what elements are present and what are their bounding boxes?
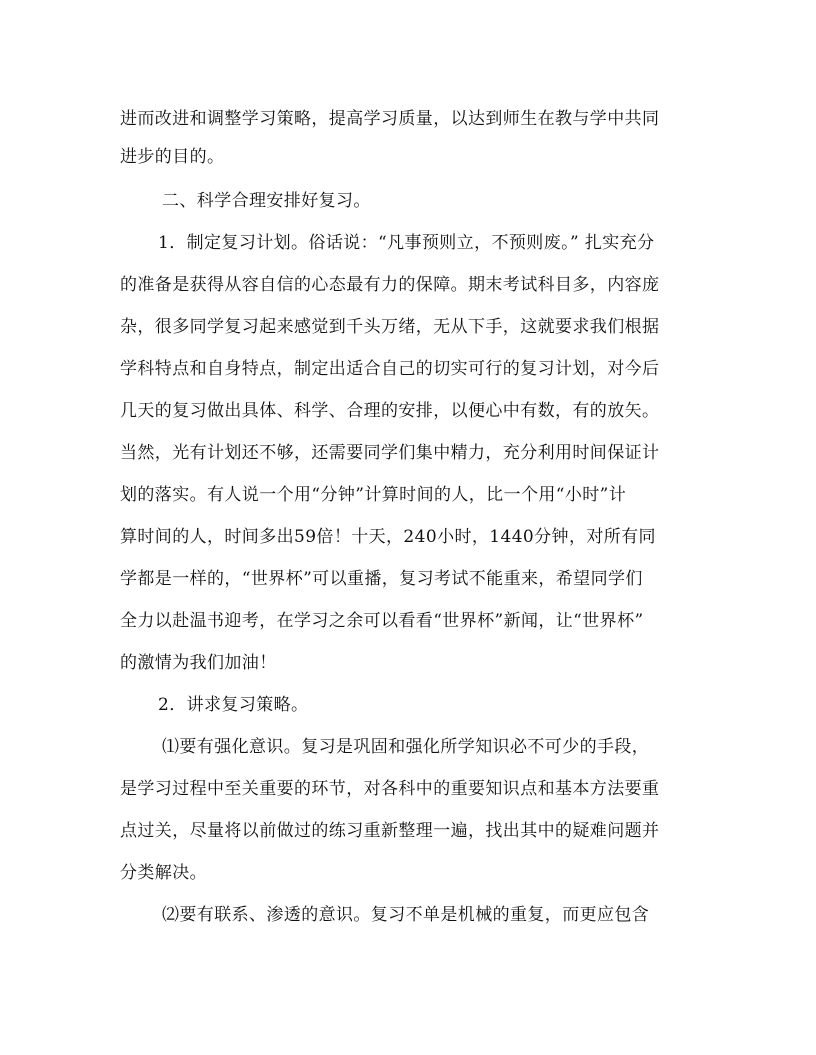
text-line: 的准备是获得从容自信的心态最有力的保障。期末考试科目多，内容庞 <box>120 275 660 295</box>
text-line: 进而改进和调整学习策略，提高学习质量，以达到师生在教与学中共同 <box>120 109 660 129</box>
text-line: 1．制定复习计划。俗话说：“凡事预则立，不预则废。” 扎实充分 <box>158 233 655 253</box>
section-heading: 二、科学合理安排好复习。 <box>162 191 371 211</box>
text-line: ⑵要有联系、渗透的意识。复习不单是机械的重复，而更应包含 <box>162 905 650 925</box>
text-line: 进步的目的。 <box>120 147 225 167</box>
text-line: 是学习过程中至关重要的环节，对各科中的重要知识点和基本方法要重 <box>120 779 660 799</box>
text-line: 算时间的人，时间多出59倍！十天，240小时，1440分钟，对所有同 <box>120 527 656 547</box>
text-line: 学都是一样的，“世界杯”可以重播，复习考试不能重来，希望同学们 <box>120 569 643 589</box>
text-line: 分类解决。 <box>120 863 207 883</box>
text-line: 杂，很多同学复习起来感觉到千头万绪，无从下手，这就要求我们根据 <box>120 317 660 337</box>
text-line: 的激情为我们加油！ <box>120 653 277 673</box>
text-line: ⑴要有强化意识。复习是巩固和强化所学知识必不可少的手段， <box>162 737 650 757</box>
text-line: 划的落实。有人说一个用“分钟”计算时间的人，比一个用“小时”计 <box>120 485 627 505</box>
text-line: 学科特点和自身特点，制定出适合自己的切实可行的复习计划，对今后 <box>120 359 660 379</box>
text-line: 点过关，尽量将以前做过的练习重新整理一遍，找出其中的疑难问题并 <box>120 821 660 841</box>
section-heading: 2．讲求复习策略。 <box>158 695 309 715</box>
text-line: 全力以赴温书迎考，在学习之余可以看看“世界杯”新闻，让“世界杯” <box>120 611 644 631</box>
text-line: 几天的复习做出具体、科学、合理的安排，以便心中有数，有的放矢。 <box>120 401 660 421</box>
text-line: 当然，光有计划还不够，还需要同学们集中精力，充分利用时间保证计 <box>120 443 660 463</box>
